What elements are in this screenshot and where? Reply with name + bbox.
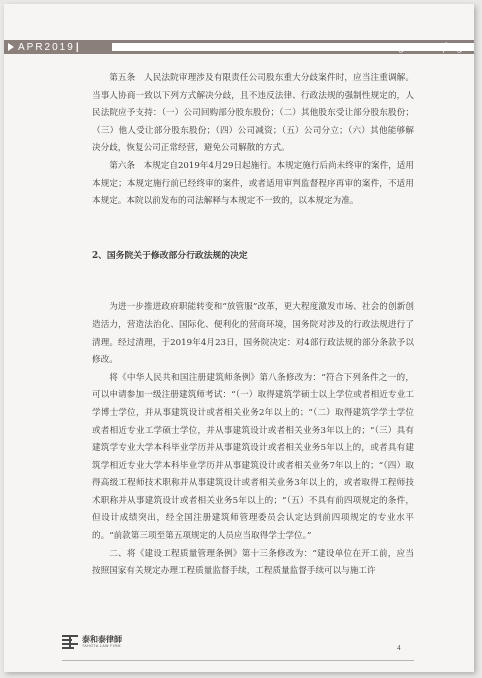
header-issue [8,40,81,54]
firm-name-cn: 泰和泰律師 [82,634,122,644]
header-separator: | [75,41,81,53]
firm-logo-icon [62,635,78,649]
paragraph-article-6: 第六条 本规定自2019年4月29日起施行。本规定施行后尚未终审的案件，适用本规定；本规定施行前已经终审的案件，或者适用审判监督程序再审的案件，不适用本规定。本院以前发布的司法解释与本规定不一致的，以本规定为准。 [92,160,414,207]
issue-label: APR2019 [18,41,75,53]
paragraph-amendment-2: 二、将《建设工程质量管理条例》第十三条修改为：“建设单位在开工前，应当按照国家有关规定办理工程质量监督手续，工程质量监督手续可以与施工许 [92,548,414,577]
spacer [92,211,414,248]
triangle-icon [8,43,14,51]
page-number: 4 [397,644,401,652]
footer-divider [62,660,414,661]
document-body [92,70,414,581]
document-page [4,4,474,672]
header-title: Legal Briefing [386,41,464,53]
paragraph-amendment-1: 将《中华人民共和国注册建筑师条例》第八条修改为：“符合下列条件之一的，可以申请参加一级注册建筑师考试：“（一）取得建筑学硕士以上学位或者相近专业工学博士学位，并从事建筑设计或者相关业务2年以上的；“（二）取得建筑学学士学位或者相近专业工学硕士学位，并从事建筑设计或者相关业务3年以上的；“（三）具有建筑学专业大学本科毕业学历并从事建筑设计或者相关业务5年以上的，或者具有建筑学相近专业大学本科毕业学历并从事建筑设计或者相关业务7年以上的；“（四）取得高级工程师技术职称并从事建筑设计或者相关业务3年以上的，或者取得工程师技术职称并从事建筑设计或者相关业务5年以上的；“（五）不具有前四项规定的条件，但设计成绩突出，经全国注册建筑师管理委员会认定达到前四项规定的专业水平的。“前款第三项至第五项规定的人员应当取得学士学位。” [92,372,414,542]
section-title: 2、国务院关于修改部分行政法规的决定 [92,250,248,261]
header-bar [4,40,474,54]
firm-logo [62,635,122,649]
paragraph-intro: 为进一步推进政府职能转变和“放管服”改革，更大程度激发市场、社会的创新创造活力，营造法治化、国际化、便利化的营商环境，国务院对涉及的行政法规进行了清理。经过清理，于2019年4月23日，国务院决定：对4部行政法规的部分条款予以修改。 [92,302,414,366]
spacer [92,265,414,299]
paragraph-article-5: 第五条 人民法院审理涉及有限责任公司股东重大分歧案件时，应当注重调解。当事人协商一致以下列方式解决分歧，且不违反法律、行政法规的强制性规定的，人民法院应予支持：（一）公司回购部分股东股份；（二）其他股东受让部分股东股份；（三）他人受让部分股东股份；（四）公司减资；（五）公司分立；（六）其他能够解决分歧，恢复公司正常经营，避免公司解散的方式。 [92,73,414,154]
firm-name-en: TAHOTA LAW FIRM [82,644,121,648]
